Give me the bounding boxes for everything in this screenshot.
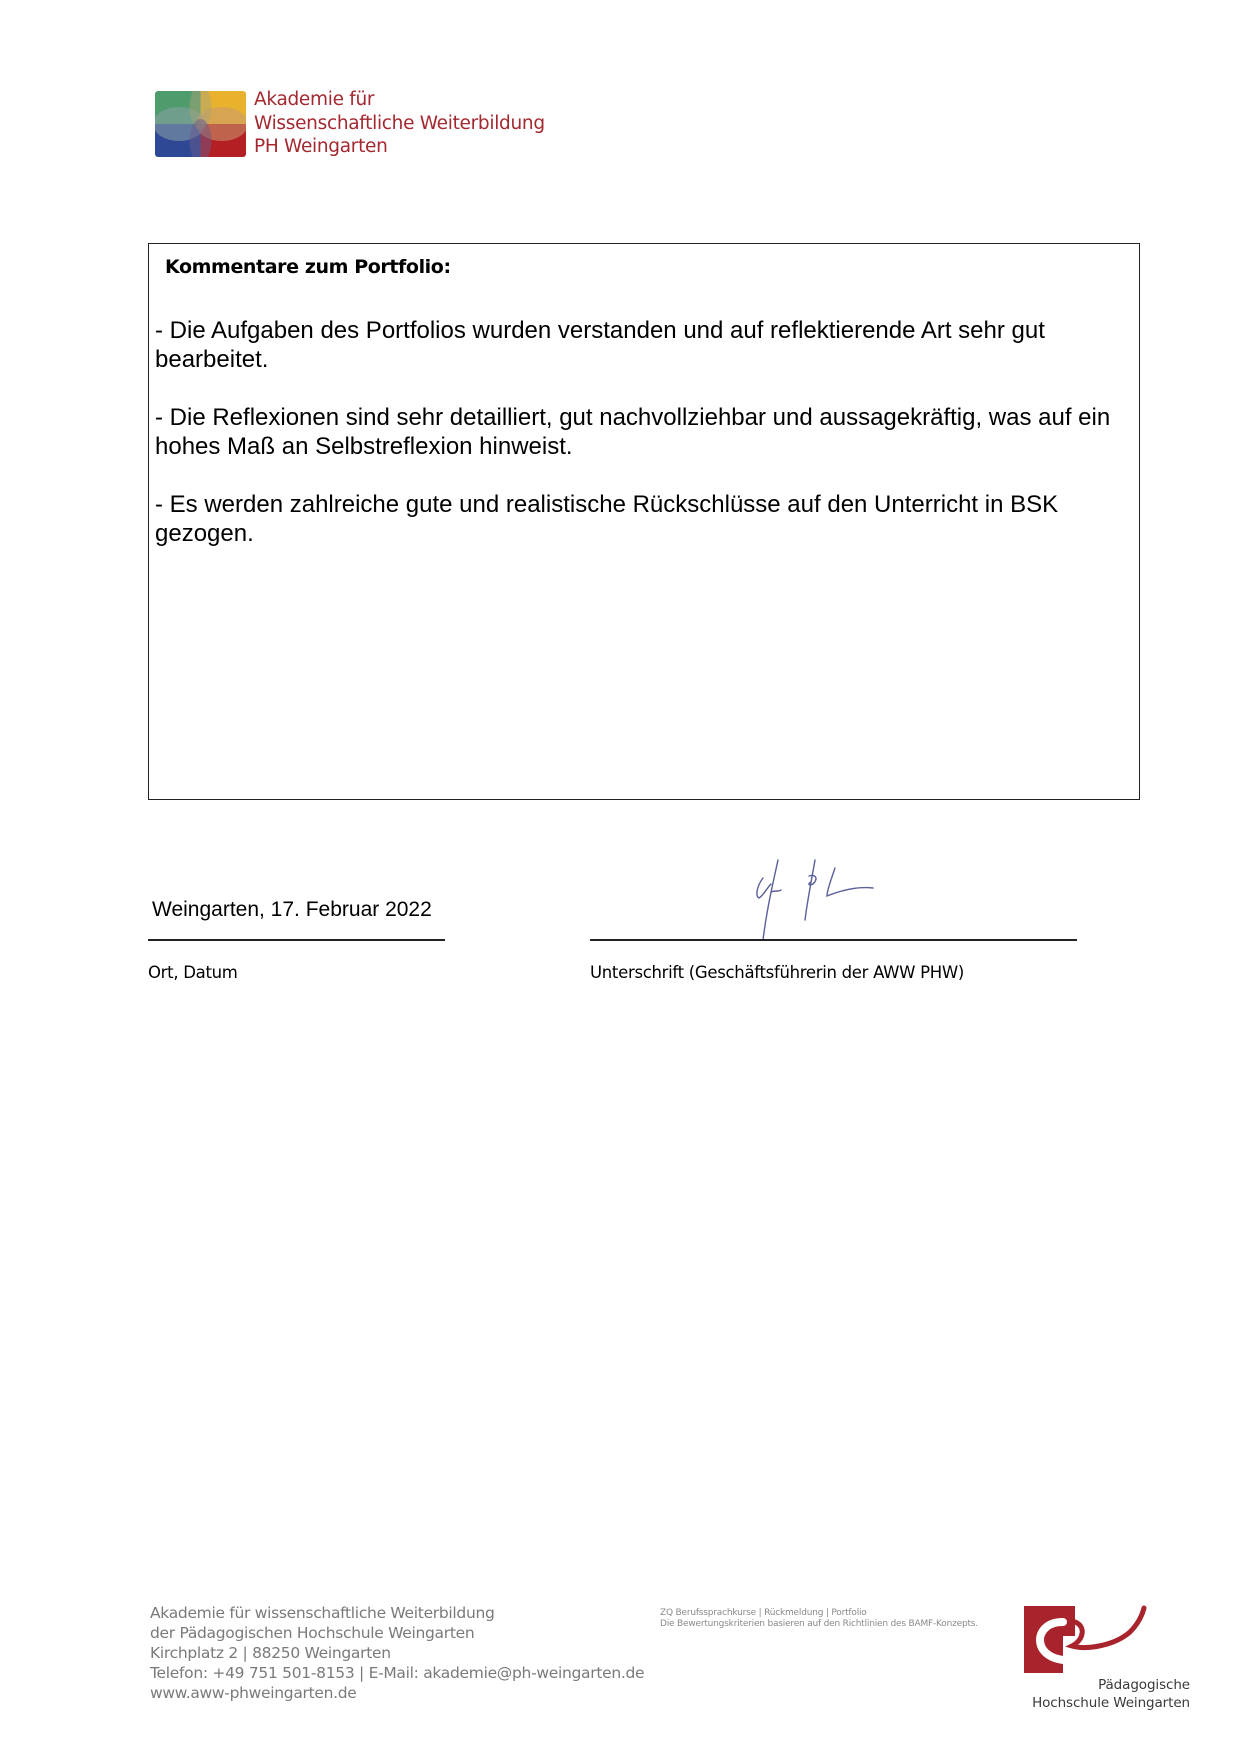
- academy-title: [254, 88, 545, 159]
- ph-weingarten-logo: [1024, 1604, 1194, 1709]
- handwritten-signature-icon: [745, 848, 875, 943]
- footer-address-line: Kirchplatz 2 | 88250 Weingarten: [150, 1644, 391, 1662]
- ph-logo-line1: Pädagogische: [1098, 1677, 1190, 1693]
- comment-paragraph: - Es werden zahlreiche gute und realistische Rückschlüsse auf den Unterricht in BSK gezogen.: [155, 491, 1059, 547]
- footer-contact-line: Telefon: +49 751 501-8153 | E-Mail: akademie@ph-weingarten.de: [150, 1664, 645, 1682]
- footer-website: www.aww-phweingarten.de: [150, 1684, 357, 1702]
- place-date-value: Weingarten, 17. Februar 2022: [152, 898, 432, 921]
- footer-address-line: Akademie für wissenschaftliche Weiterbildung: [150, 1604, 495, 1622]
- comment-box: [148, 243, 1140, 800]
- signature-line: [590, 939, 1077, 941]
- place-date-line: [148, 939, 445, 941]
- footer-address: [150, 1603, 644, 1703]
- academy-title-line: PH Weingarten: [254, 136, 388, 157]
- comment-heading: Kommentare zum Portfolio:: [165, 256, 451, 278]
- academy-title-line: Akademie für: [254, 89, 375, 110]
- comment-paragraph: - Die Reflexionen sind sehr detailliert, gut nachvollziehbar und aussagekräftig, was auf ein hohes Maß an Selbstreflexion hinweist.: [155, 404, 1111, 460]
- footer-note: [660, 1608, 978, 1630]
- ph-logo-line2: Hochschule Weingarten: [1032, 1695, 1190, 1711]
- ph-spiral-logo-icon: [1024, 1604, 1194, 1709]
- footer-note-line: ZQ Berufssprachkurse | Rückmeldung | Portfolio: [660, 1608, 867, 1618]
- comment-body: [155, 316, 1115, 577]
- signature-label: Unterschrift (Geschäftsführerin der AWW PHW): [590, 963, 965, 982]
- aww-logo-icon: [155, 91, 246, 157]
- place-date-label: Ort, Datum: [148, 963, 238, 982]
- footer-note-line: Die Bewertungskriterien basieren auf den Richtlinien des BAMF-Konzepts.: [660, 1619, 978, 1629]
- footer-address-line: der Pädagogischen Hochschule Weingarten: [150, 1624, 475, 1642]
- academy-title-line: Wissenschaftliche Weiterbildung: [254, 112, 545, 134]
- comment-paragraph: - Die Aufgaben des Portfolios wurden verstanden und auf reflektierende Art sehr gut bearbeitet.: [155, 317, 1045, 373]
